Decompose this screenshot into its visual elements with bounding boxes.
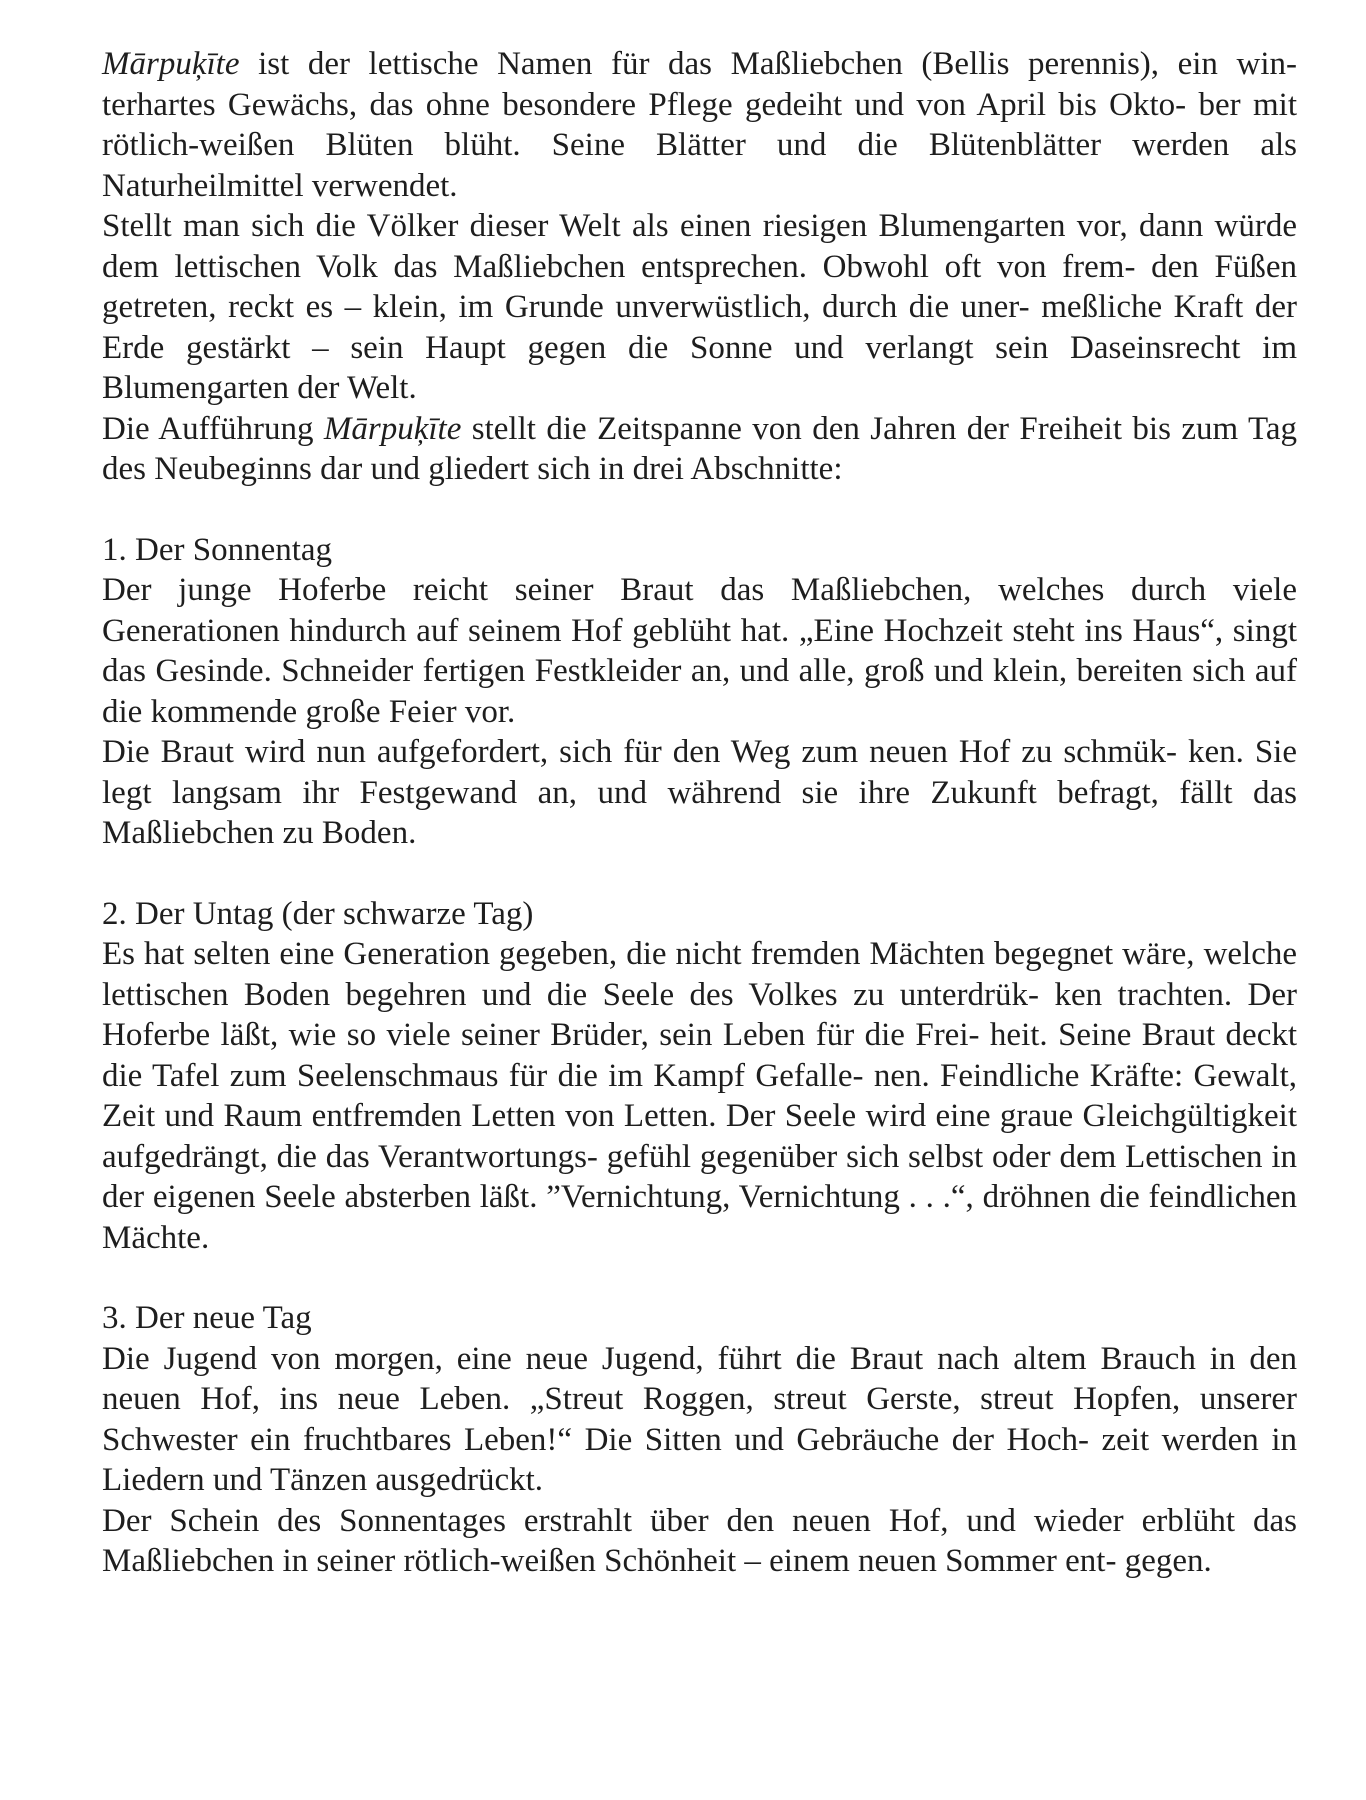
text-line: Der Schein des Sonnentages erstrahlt über den neuen Hof, und wieder erblüht [102,1502,1236,1539]
section-2-heading: 2. Der Untag (der schwarze Tag) [102,895,534,932]
text-line: gegen. [1124,1543,1212,1579]
text-line: als Naturheilmittel verwendet. [102,127,1297,204]
text-line: Es hat selten eine Generation gegeben, die nicht fremden Mächten begegnet [102,936,1114,972]
text-line: Die Aufführung [102,410,314,447]
text-line: ken. Sie legt langsam ihr Festgewand an, und während sie ihre Zukunft befragt, [102,734,1297,811]
spacer [102,854,1297,894]
text-line: nen. Feindliche Kräfte: Gewalt, Zeit und Raum entfremden Letten von Letten. [102,1057,1298,1134]
section-3-heading: 3. Der neue Tag [102,1300,312,1336]
text-line: stellt die Zeitspanne von den Jahren der Freiheit bis [471,410,1171,447]
spacer [102,1258,1297,1298]
text-line: den Füßen getreten, reckt es – klein, im Grunde unverwüstlich, durch die uner- [102,248,1297,325]
section-2-paragraph-1 [102,934,1297,1258]
title-word: Mārpuķīte [102,46,240,82]
text-line: Die Jugend von morgen, eine neue Jugend, führt die Braut nach altem Brauch in [102,1340,1236,1377]
text-line: klein, bereiten sich auf die kommende große Feier vor. [102,653,1298,730]
text-line: würde dem lettischen Volk das Maßliebchen entsprechen. Obwohl oft von frem- [102,208,1297,285]
text-line: meßliche Kraft der Erde gestärkt – sein Haupt gegen die Sonne und verlangt sein [102,289,1297,366]
text-line: Die Braut wird nun aufgefordert, sich für den Weg zum neuen Hof zu schmük- [102,734,1177,770]
text-line: heit. Seine Braut deckt die Tafel zum Seelenschmaus für die im Kampf Gefalle- [102,1017,1298,1094]
text-line: terhartes Gewächs, das ohne besondere Pflege gedeiht und von April bis Okto- [102,86,1187,123]
text-line: wäre, welche lettischen Boden begehren und die Seele des Volkes zu unterdrük- [102,936,1298,1013]
section-1-heading: 1. Der Sonnentag [102,531,333,568]
text-line: Der Seele wird eine graue Gleichgültigkeit aufgedrängt, die das Verantwortungs- [102,1098,1297,1175]
text-line: ken trachten. Der Hoferbe läßt, wie so viele seiner Brüder, sein Leben für die Frei- [102,976,1297,1053]
text-line: zeit werden in Liedern und Tänzen ausgedrückt. [102,1421,1297,1498]
text-line: fällt das Maßliebchen zu Boden. [102,774,1297,851]
text-line: Stellt man sich die Völker dieser Welt als einen riesigen Blumengarten vor, dann [102,208,1204,244]
title-word: Mārpuķīte [323,410,462,447]
text-line: zum Tag des Neubeginns dar und gliedert sich in drei Abschnitte: [102,410,1297,487]
section-1-paragraph-2 [102,732,1297,854]
intro-paragraph-2 [102,206,1297,409]
section-1-paragraph-1 [102,570,1297,732]
section-3-paragraph-1 [102,1339,1297,1501]
spacer [102,490,1297,530]
document-page [102,44,1297,1582]
text-line: Daseinsrecht im Blumengarten der Welt. [102,329,1298,406]
section-3-paragraph-2 [102,1501,1297,1582]
text-line: das Maßliebchen in seiner rötlich-weißen Schönheit – einem neuen Sommer ent- [102,1502,1297,1579]
intro-paragraph-3 [102,409,1297,490]
text-line: den neuen Hof, ins neue Leben. „Streut Roggen, streut Gerste, streut Hopfen, [102,1340,1297,1417]
text-line: unserer Schwester ein fruchtbares Leben!“ Die Sitten und Gebräuche der Hoch- [102,1381,1298,1458]
text-line: läßt. ”Vernichtung, Vernichtung . . .“, dröhnen die feindlichen Mächte. [102,1179,1297,1256]
text-line: Haus“, singt das Gesinde. Schneider fertigen Festkleider an, und alle, groß und [102,612,1297,689]
text-line: gefühl gegenüber sich selbst oder dem Lettischen in der eigenen Seele absterben [102,1138,1297,1215]
text-line: Der junge Hoferbe reicht seiner Braut das Maßliebchen, welches durch viele [102,572,1297,608]
text-line: ist der lettische Namen für das Maßliebchen (Bellis perennis), ein win- [258,46,1298,82]
text-line: ber mit rötlich-weißen Blüten blüht. Seine Blätter und die Blütenblätter werden [102,86,1297,163]
intro-paragraph-1 [102,44,1297,206]
text-line: Generationen hindurch auf seinem Hof geblüht hat. „Eine Hochzeit steht ins [102,612,1123,649]
